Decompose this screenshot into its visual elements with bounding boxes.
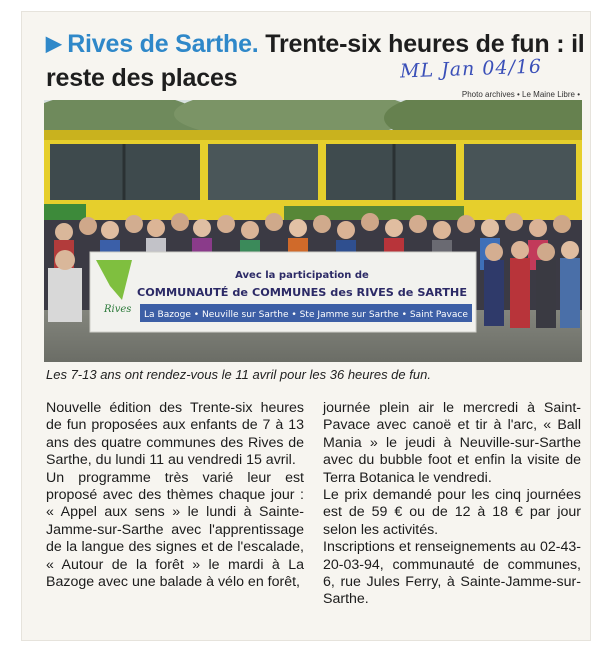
paragraph: Inscriptions et renseignements au 02-43-20-03-94, communauté de communes, 6, rue Jules Ferry, à Sainte-Jamme-sur-Sarthe.	[323, 539, 581, 608]
article-body-column-2	[323, 400, 581, 609]
paragraph: Le prix demandé pour les cinq journées est de 59 € ou de 12 à 18 € par jour selon les activités.	[323, 487, 581, 538]
group-photo	[44, 100, 582, 362]
article-title: Trente-six heures de fun : il reste des places	[46, 30, 585, 92]
photo-caption: Les 7-13 ans ont rendez-vous le 11 avril pour les 36 heures de fun.	[46, 367, 431, 382]
paragraph: Un programme très varié leur est proposé avec des thèmes chaque jour : « Appel aux sens » le lundi à Sainte-Jamme-sur-Sarthe avec l'apprentissage de la langue des signes et de l'escalade, « Autour de la forêt » le mardi à La Bazoge avec une balade à vélo en forêt,	[46, 469, 304, 591]
banner-line-3: La Bazoge • Neuville sur Sarthe • Ste Jamme sur Sarthe • Saint Pavace	[144, 310, 468, 320]
banner-logo-mark: Rives	[104, 304, 132, 315]
banner-line-1: Avec la participation de	[235, 270, 369, 281]
article-body-column-1	[46, 400, 304, 591]
group-photo-illustration	[44, 100, 582, 362]
photo-credit: Photo archives • Le Maine Libre •	[461, 90, 580, 99]
banner-line-2: COMMUNAUTÉ de COMMUNES des RIVES de SARTHE	[137, 286, 468, 299]
paragraph: Nouvelle édition des Trente-six heures de fun proposées aux enfants de 7 à 13 ans des quatre communes des Rives de Sarthe, du lundi 11 au vendredi 15 avril.	[46, 400, 304, 469]
triangle-arrow-icon: ▶	[46, 33, 62, 55]
paragraph: journée plein air le mercredi à Saint-Pavace avec canoë et tir à l'arc, « Ball Mania » le jeudi à Neuville-sur-Sarthe avec du bubble foot et enfin la visite de Terra Botanica le vendredi.	[323, 400, 581, 486]
newspaper-clipping	[22, 12, 590, 640]
handwritten-note: ML Jan 04/16	[399, 55, 543, 83]
rubric-label: Rives de Sarthe.	[67, 30, 259, 58]
